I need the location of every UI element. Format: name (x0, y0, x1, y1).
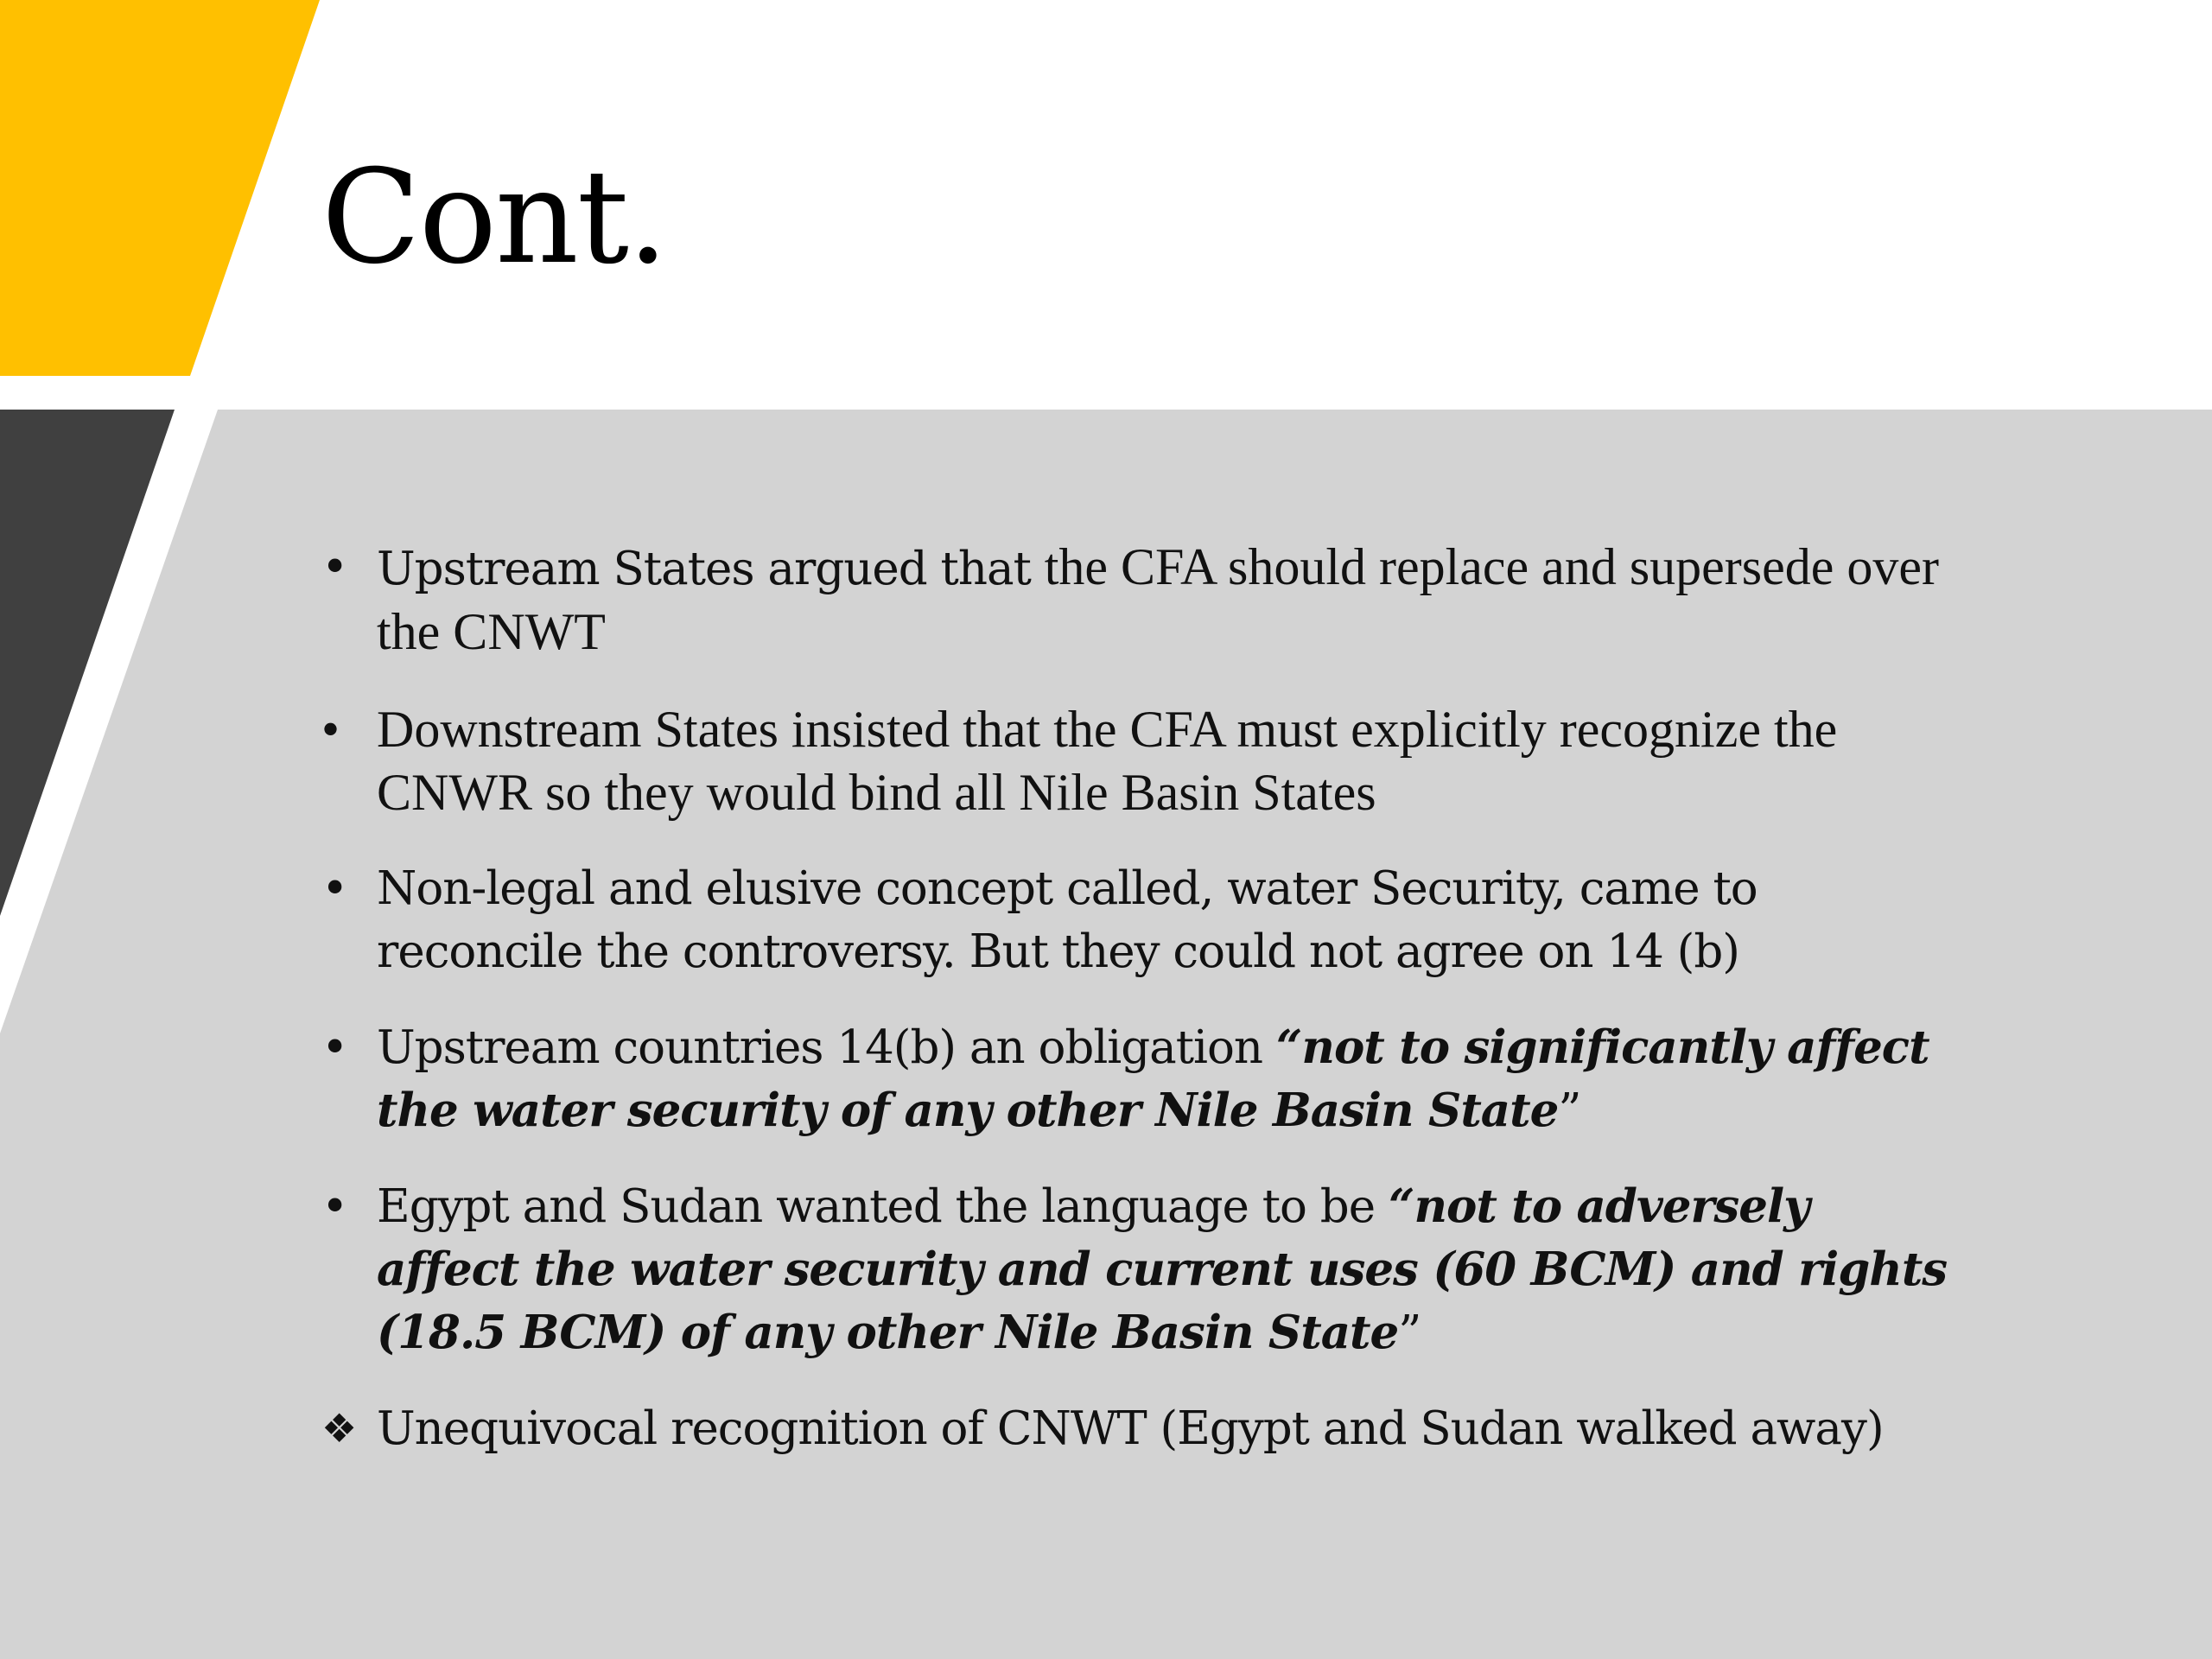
bullet-text: Downstream States insisted that the CFA must explicitly recognize the CNWR so they would bind all Nile Basin States (377, 701, 1838, 821)
bullet-text: Unequivocal recognition of CNWT (Egypt and Sudan walked away) (377, 1402, 1884, 1455)
bullet-egypt-sudan-language (321, 1175, 1963, 1364)
bullet-text-part1: Egypt and Sudan wanted the language to be (377, 1180, 1389, 1233)
slide-title: Cont. (321, 143, 667, 293)
bullet-water-security (321, 857, 1963, 983)
bullet-dot: • (321, 541, 348, 594)
bullet-text-part1: Upstream States argued that (377, 543, 1045, 595)
bullet-text-part1: Upstream countries 14(b) an obligation (377, 1021, 1276, 1074)
bullet-dot: • (321, 862, 348, 915)
diamond-bullet-icon: ❖ (321, 1405, 357, 1452)
bullet-emphasis: not to adversely affect the water security and current uses (60 BCM) and rights (18.5 BCM) of any other Nile Basin State (377, 1179, 1948, 1359)
slide-content (321, 536, 1963, 1493)
bullet-unequivocal-recognition (321, 1397, 1963, 1460)
bullet-upstream-obligation (321, 1016, 1963, 1142)
yellow-accent-shape (0, 0, 320, 376)
bullet-text: Non-legal and elusive concept called, water Security, came to reconcile the controversy. But they could not agree on 14 (b) (377, 862, 1758, 978)
bullet-downstream-insisted (321, 698, 1963, 824)
bullet-dot: • (321, 701, 340, 758)
quote-open: “ (1275, 1020, 1302, 1074)
quote-open: “ (1388, 1179, 1414, 1233)
bullet-upstream-argument (321, 536, 1963, 665)
quote-close: ” (1558, 1084, 1581, 1137)
bullet-emphasis: not to significantly affect the water security of any other Nile Basin State (377, 1020, 1929, 1137)
bullet-dot: • (321, 1021, 348, 1074)
bullet-text-part2: the CFA should replace and supersede over the CNWT (377, 538, 1939, 660)
quote-close: ” (1398, 1306, 1421, 1359)
bullet-dot: • (321, 1180, 348, 1233)
